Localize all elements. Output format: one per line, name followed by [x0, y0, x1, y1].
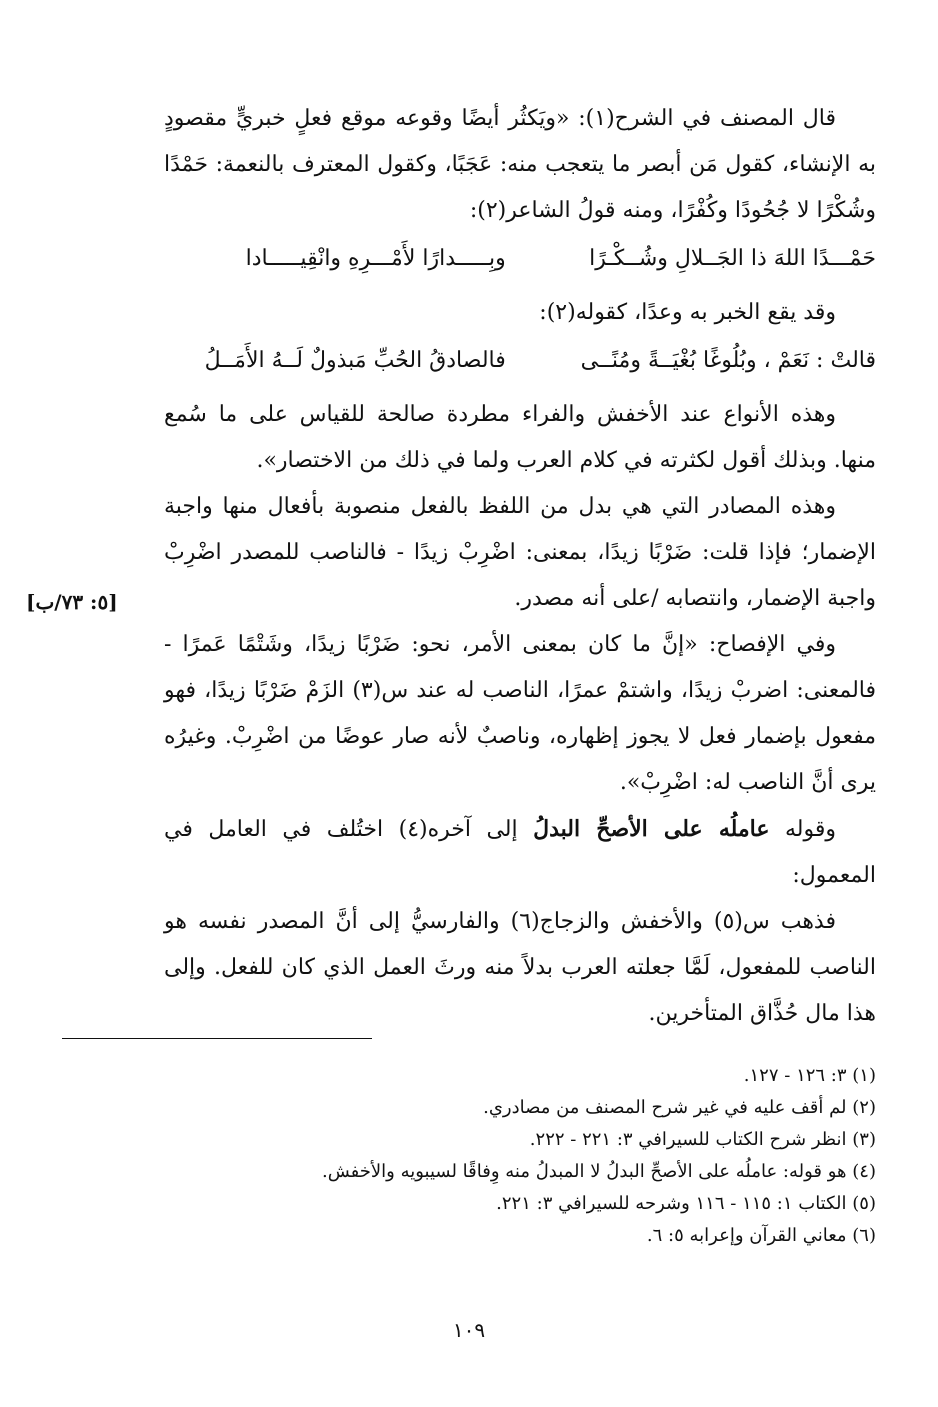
paragraph-6-end: إلى آخره(٤) اختُلف في العامل في المعمول:: [164, 817, 876, 888]
paragraph-3: وهذه الأنواع عند الأخفش والفراء مطردة صالحة للقياس على ما سُمع منها. وبذلك أقول لكثرته في كلام العرب ولما في ذلك من الاختصار».: [164, 402, 876, 473]
paragraph-2: وقد يقع الخبر به وعدًا، كقوله(٢):: [539, 300, 836, 325]
footnotes: [164, 1060, 876, 1252]
paragraph-6-quoted-term: عاملُه على الأصحِّ البدلُ: [533, 816, 770, 842]
paragraph-1: قال المصنف في الشرح(١): «ويَكثُر أيضًا وقوعه موقع فعلٍ خبريٍّ مقصودٍ به الإنشاء، كقول مَن أبصر ما يتعجب منه: عَجَبًا، وكقول المعترف بالنعمة: حَمْدًا وشُكْرًا لا جُحُودًا وكُفْرًا، ومنه قولُ الشاعر(٢):: [164, 106, 876, 223]
verse-2-first-hemistich: قالتْ : نَعَمْ ، وبُلُوغًا بُغْيَــةً ومُنًــى: [580, 348, 876, 373]
footnote-1: (١) ٣: ١٢٦ - ١٢٧.: [743, 1065, 876, 1086]
page-number: ١٠٩: [452, 1318, 486, 1342]
paragraph-5: وفي الإفصاح: «إنَّ ما كان بمعنى الأمر، نحو: ضَرْبًا زيدًا، وشَتْمًا عَمرًا - فالمعنى: اضربْ زيدًا، واشتمْ عمرًا، الناصب له عند س(٣) الزَمْ ضَرْبًا زيدًا، فهو مفعول بإضمار فعل لا يجوز إظهاره، وناصبٌ لأنه صار عوضًا من اضْرِبْ. وغيرُه يرى أنَّ الناصب له: اضْرِبْ».: [164, 632, 876, 795]
verse-2: [164, 336, 876, 386]
verse-1-second-hemistich: وبِـــــدارًا لأَمْـــرِهِ وانْقِيـــــادا: [245, 246, 506, 271]
footnote-4: (٤) هو قوله: عاملُه على الأصحِّ البدلُ لا المبدلُ منه وِفاقًا لسيبويه والأخفش.: [321, 1161, 876, 1182]
footnote-3: (٣) انظر شرح الكتاب للسيرافي ٣: ٢٢١ - ٢٢٢.: [529, 1129, 876, 1150]
paragraph-6-start: وقوله: [769, 817, 836, 842]
main-text: [164, 96, 876, 1037]
paragraph-6: [164, 806, 876, 899]
paragraph-7: فذهب س(٥) والأخفش والزجاج(٦) والفارسيُّ إلى أنَّ المصدر نفسه هو الناصب للمفعول، لَمَّا جعلته العرب بدلاً منه ورثَ العمل الذي كان للفعل. وإلى هذا مال حُذَّاق المتأخرين.: [164, 909, 876, 1026]
footnote-6: (٦) معاني القرآن وإعرابه ٥: ٦.: [646, 1225, 876, 1246]
footnote-5: (٥) الكتاب ١: ١١٥ - ١١٦ وشرحه للسيرافي ٣: ٢٢١.: [496, 1193, 876, 1214]
paragraph-4: وهذه المصادر التي هي بدل من اللفظ بالفعل منصوبة بأفعال منها واجبة الإضمار؛ فإذا قلت: ضَرْبًا زيدًا، بمعنى: اضْرِبْ زيدًا - فالناصب للمصدر اضْرِبْ واجبة الإضمار، وانتصابه /على أنه مصدر.: [164, 494, 876, 611]
footnote-2: (٢) لم أقف عليه في غير شرح المصنف من مصادري.: [483, 1097, 876, 1118]
footnote-separator-line: [62, 1038, 372, 1039]
verse-2-second-hemistich: فالصادقُ الحُبِّ مَبذولٌ لَــهُ الأَمَــلُ: [204, 348, 506, 373]
manuscript-folio-reference: [٥: ٧٣/ب]: [26, 590, 118, 614]
verse-1-first-hemistich: حَمْـــدًا اللهَ ذا الجَــلالِ وشُــكْـرًا: [589, 246, 876, 271]
verse-1: [164, 234, 876, 284]
